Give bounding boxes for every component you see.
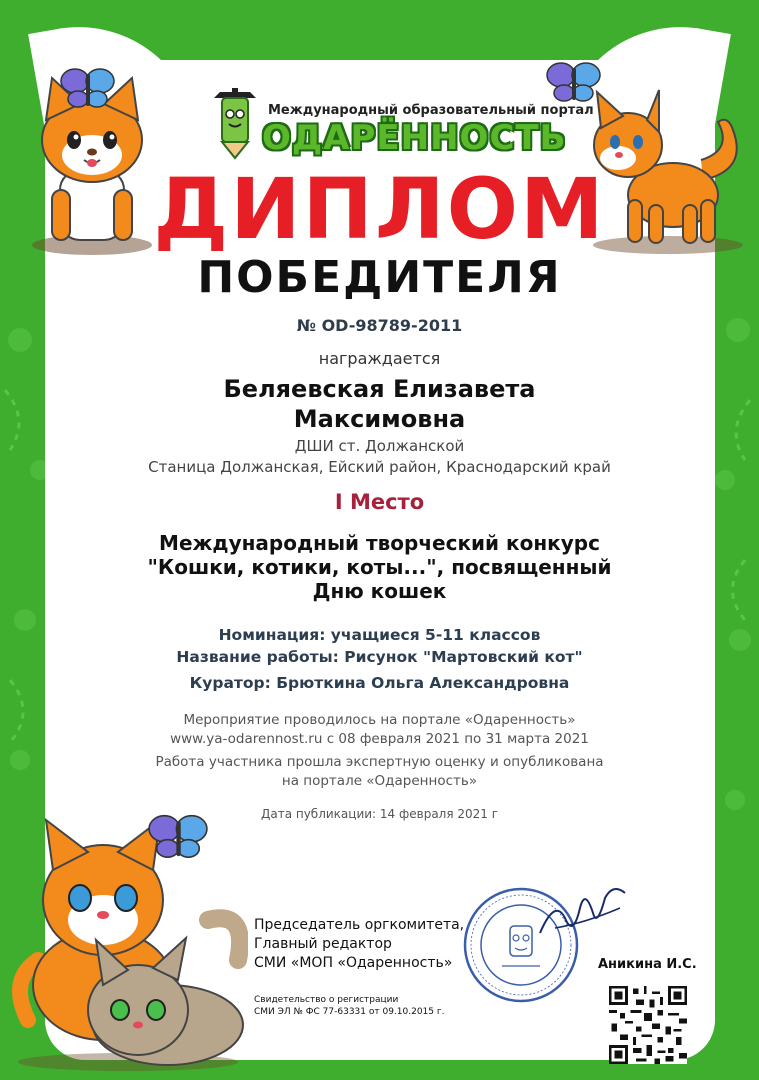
info-line3: Работа участника прошла экспертную оценку и опубликована xyxy=(155,754,604,770)
contest-details xyxy=(0,624,759,668)
contest-line3: Дню кошек xyxy=(312,579,447,603)
diploma-subtitle: ПОБЕДИТЕЛЯ xyxy=(197,252,562,303)
qr-code[interactable] xyxy=(609,986,687,1064)
place-award: I Место xyxy=(334,490,425,514)
contest-title xyxy=(0,531,759,603)
recipient-institution xyxy=(0,436,759,478)
signature xyxy=(535,878,635,948)
recipient-school: ДШИ ст. Должанской xyxy=(294,437,465,455)
signer-name: Аникина И.С. xyxy=(598,957,697,972)
nomination: Номинация: учащиеся 5-11 классов xyxy=(218,626,541,644)
pencil-mascot-icon xyxy=(210,88,260,160)
signer-title xyxy=(254,916,464,973)
contest-line2: "Кошки, котики, коты...", посвященный xyxy=(147,555,612,579)
signer-line2: Главный редактор xyxy=(254,936,392,952)
awarded-label: награждается xyxy=(318,349,441,368)
recipient-location: Станица Должанская, Ейский район, Краснодарский край xyxy=(148,458,611,476)
butterfly-icon xyxy=(60,66,115,111)
event-info xyxy=(0,711,759,791)
diploma-number: № OD-98789-2011 xyxy=(296,316,463,335)
portal-subtitle: Международный образовательный портал xyxy=(268,103,594,118)
signer-line1: Председатель оргкомитета, xyxy=(254,917,465,933)
registration-info xyxy=(254,994,444,1018)
curator: Куратор: Брюткина Ольга Александровна xyxy=(189,674,570,692)
info-line1: Мероприятие проводилось на портале «Одаренность» xyxy=(183,712,576,728)
info-line4: на портале «Одаренность» xyxy=(281,773,478,789)
portal-name-logo: ОДАРЁННОСТЬ xyxy=(262,118,567,158)
cats-illustration-bottom-left xyxy=(8,810,248,1072)
recipient-name xyxy=(0,374,759,434)
info-line2: www.ya-odarennost.ru с 08 февраля 2021 по 31 марта 2021 xyxy=(170,731,589,747)
recipient-name-line2: Максимовна xyxy=(293,405,466,433)
publication-date: Дата публикации: 14 февраля 2021 г xyxy=(260,807,499,821)
butterfly-icon xyxy=(546,60,601,105)
diploma-title: ДИПЛОМ xyxy=(153,160,606,258)
contest-line1: Международный творческий конкурс xyxy=(159,531,600,555)
reg-line1: Свидетельство о регистрации xyxy=(254,995,399,1005)
work-title: Название работы: Рисунок "Мартовский кот" xyxy=(176,648,583,666)
signer-line3: СМИ «МОП «Одаренность» xyxy=(254,955,453,971)
recipient-name-line1: Беляевская Елизавета xyxy=(223,375,536,403)
reg-line2: СМИ ЭЛ № ФС 77-63331 от 09.10.2015 г. xyxy=(254,1007,445,1017)
